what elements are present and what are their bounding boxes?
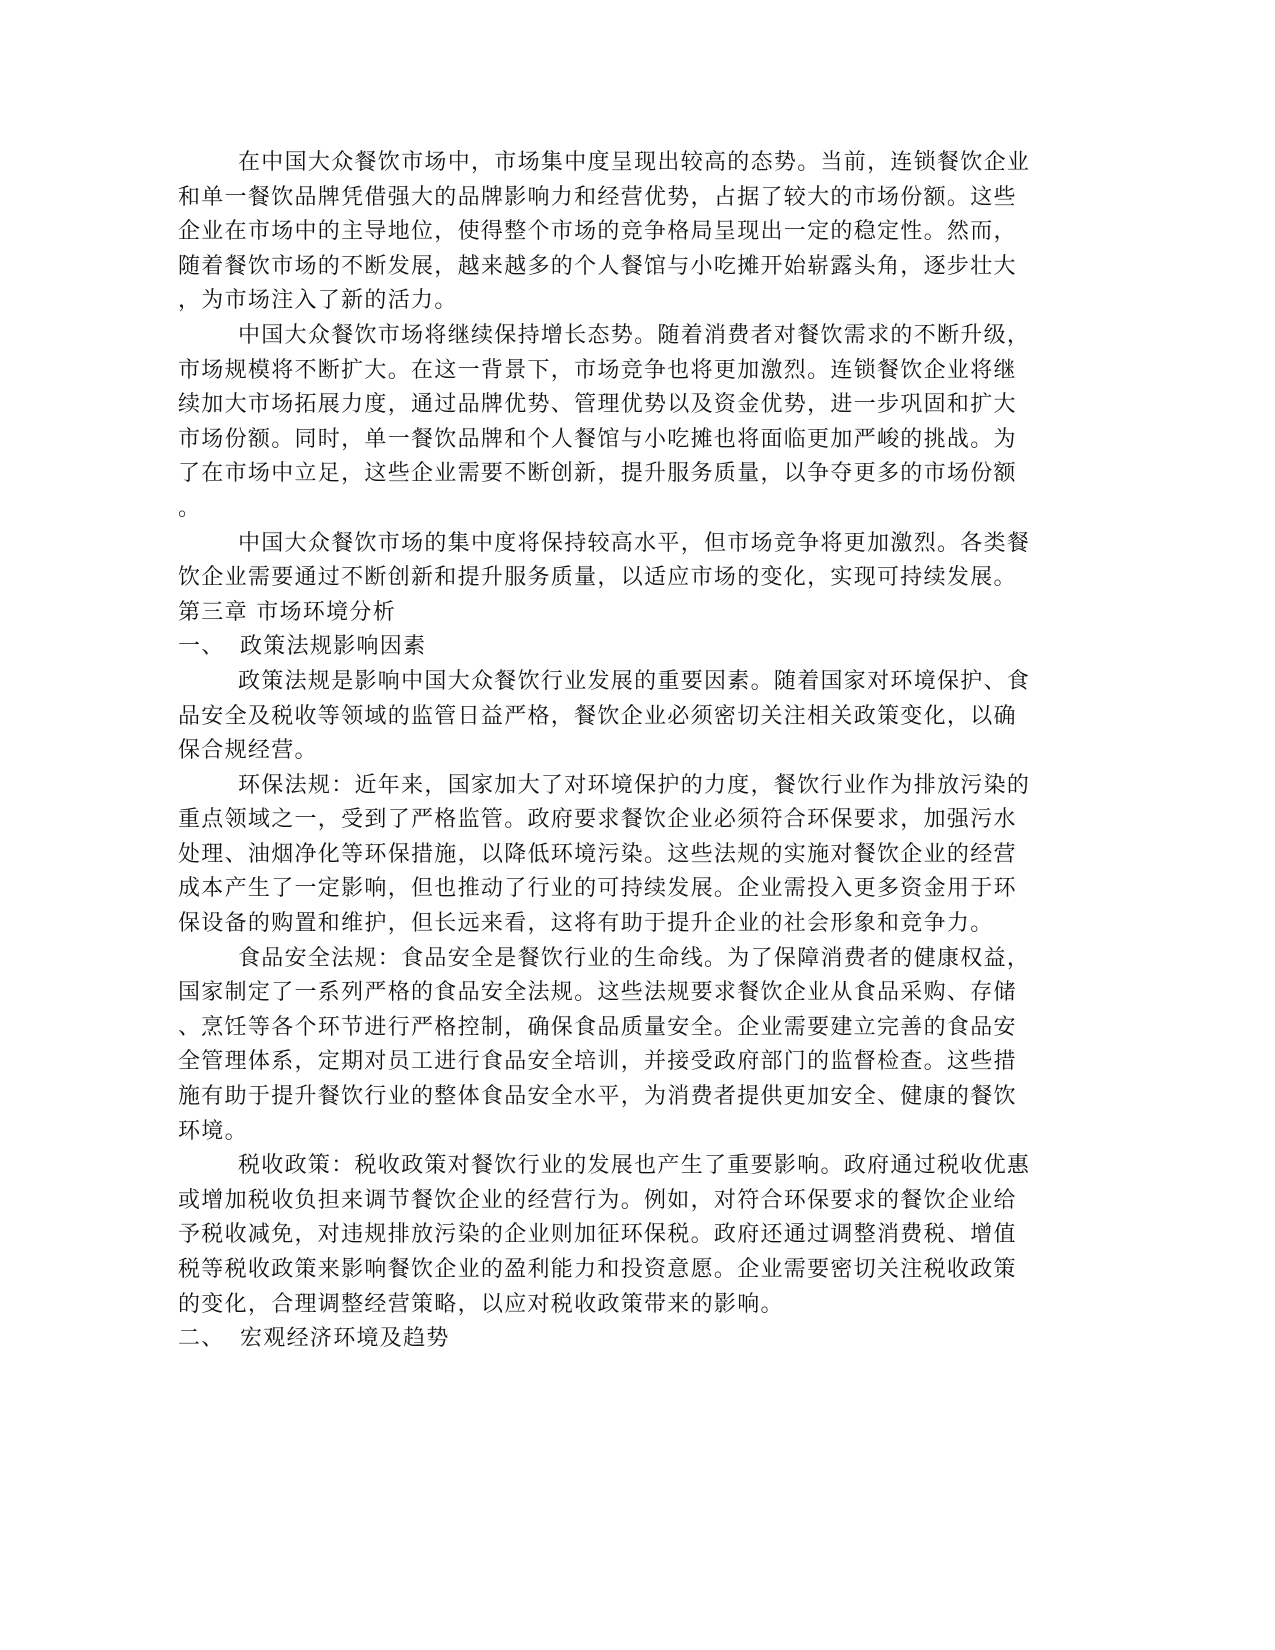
text-line: 企业在市场中的主导地位，使得整个市场的竞争格局呈现出一定的稳定性。然而， bbox=[178, 219, 1017, 245]
text-line: 国家制定了一系列严格的食品安全法规。这些法规要求餐饮企业从食品采购、存储 bbox=[178, 980, 1017, 1006]
text-line: 了在市场中立足，这些企业需要不断创新，提升服务质量，以争夺更多的市场份额 bbox=[178, 461, 1017, 487]
text-line: 的变化，合理调整经营策略，以应对税收政策带来的影响。 bbox=[178, 1291, 784, 1317]
paragraph-concentration-outlook bbox=[178, 527, 1036, 596]
section-number: 二、 bbox=[178, 1326, 225, 1352]
paragraph-market-concentration bbox=[178, 146, 1036, 319]
paragraph-tax-policy bbox=[178, 1149, 1036, 1322]
section-title: 宏观经济环境及趋势 bbox=[240, 1326, 450, 1352]
text-line: 政策法规是影响中国大众餐饮行业发展的重要因素。随着国家对环境保护、食 bbox=[238, 668, 1031, 694]
text-line: 环境。 bbox=[178, 1118, 248, 1144]
section-heading-macroeconomy bbox=[178, 1322, 1036, 1357]
paragraph-policy-intro bbox=[178, 665, 1036, 769]
text-line: 饮企业需要通过不断创新和提升服务质量，以适应市场的变化，实现可持续发展。 bbox=[178, 565, 1017, 591]
text-line: 税收政策：税收政策对餐饮行业的发展也产生了重要影响。政府通过税收优惠 bbox=[238, 1153, 1031, 1179]
text-line: 中国大众餐饮市场的集中度将保持较高水平，但市场竞争将更加激烈。各类餐 bbox=[238, 530, 1031, 556]
section-title: 政策法规影响因素 bbox=[240, 634, 427, 660]
document-page bbox=[178, 146, 1036, 1357]
text-line: 成本产生了一定影响，但也推动了行业的可持续发展。企业需投入更多资金用于环 bbox=[178, 876, 1017, 902]
chapter-heading: 第三章 市场环境分析 bbox=[178, 599, 396, 625]
text-line: 市场份额。同时，单一餐饮品牌和个人餐馆与小吃摊也将面临更加严峻的挑战。为 bbox=[178, 426, 1017, 452]
text-line: 品安全及税收等领域的监管日益严格，餐饮企业必须密切关注相关政策变化，以确 bbox=[178, 703, 1017, 729]
paragraph-growth-trend bbox=[178, 319, 1036, 527]
text-line: 随着餐饮市场的不断发展，越来越多的个人餐馆与小吃摊开始崭露头角，逐步壮大 bbox=[178, 253, 1017, 279]
paragraph-environmental-regulations bbox=[178, 769, 1036, 942]
text-line: 处理、油烟净化等环保措施，以降低环境污染。这些法规的实施对餐饮企业的经营 bbox=[178, 841, 1017, 867]
text-line: 税等税收政策来影响餐饮企业的盈利能力和投资意愿。企业需要密切关注税收政策 bbox=[178, 1257, 1017, 1282]
text-line: 予税收减免，对违规排放污染的企业则加征环保税。政府还通过调整消费税、增值 bbox=[178, 1222, 1017, 1248]
text-line: 环保法规：近年来，国家加大了对环境保护的力度，餐饮行业作为排放污染的 bbox=[238, 772, 1031, 798]
text-line: 施有助于提升餐饮行业的整体食品安全水平，为消费者提供更加安全、健康的餐饮 bbox=[178, 1084, 1017, 1110]
text-line: 保设备的购置和维护，但长远来看，这将有助于提升企业的社会形象和竞争力。 bbox=[178, 911, 994, 937]
text-line: 中国大众餐饮市场将继续保持增长态势。随着消费者对餐饮需求的不断升级， bbox=[238, 322, 1031, 348]
text-line: 或增加税收负担来调节餐饮企业的经营行为。例如，对符合环保要求的餐饮企业给 bbox=[178, 1187, 1017, 1213]
text-line: 在中国大众餐饮市场中，市场集中度呈现出较高的态势。当前，连锁餐饮企业 bbox=[238, 150, 1031, 175]
text-line: 食品安全法规：食品安全是餐饮行业的生命线。为了保障消费者的健康权益， bbox=[238, 945, 1031, 971]
section-number: 一、 bbox=[178, 634, 225, 660]
text-line: ，为市场注入了新的活力。 bbox=[178, 288, 458, 314]
text-line: 重点领域之一，受到了严格监管。政府要求餐饮企业必须符合环保要求，加强污水 bbox=[178, 807, 1017, 833]
text-line: 。 bbox=[178, 495, 202, 521]
section-heading-policy bbox=[178, 630, 1036, 665]
text-line: 保合规经营。 bbox=[178, 738, 318, 764]
text-line: 续加大市场拓展力度，通过品牌优势、管理优势以及资金优势，进一步巩固和扩大 bbox=[178, 392, 1017, 418]
text-line: 市场规模将不断扩大。在这一背景下，市场竞争也将更加激烈。连锁餐饮企业将继 bbox=[178, 357, 1017, 383]
text-line: 全管理体系，定期对员工进行食品安全培训，并接受政府部门的监督检查。这些措 bbox=[178, 1049, 1017, 1075]
text-line: 、烹饪等各个环节进行严格控制，确保食品质量安全。企业需要建立完善的食品安 bbox=[178, 1014, 1017, 1040]
text-line: 和单一餐饮品牌凭借强大的品牌影响力和经营优势，占据了较大的市场份额。这些 bbox=[178, 184, 1017, 210]
paragraph-food-safety-regulations bbox=[178, 942, 1036, 1150]
